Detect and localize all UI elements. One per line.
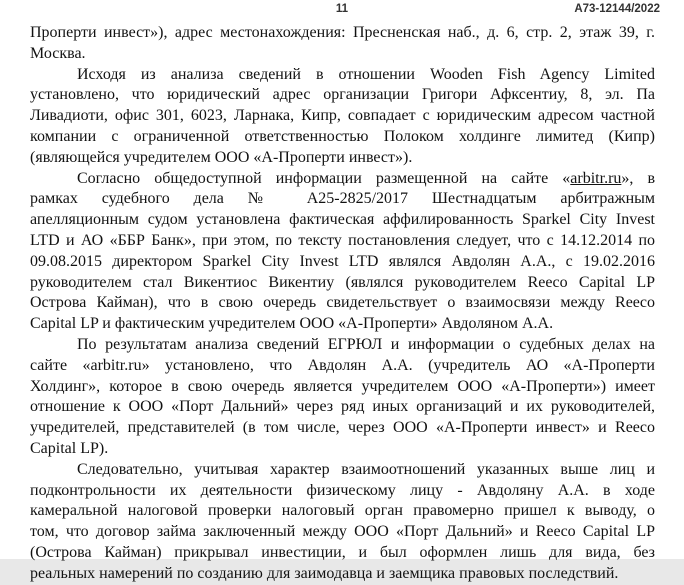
text-line: руководителем стал Викентиос Викентиу (являлся руководителем Reeco Capital LP [30, 273, 655, 291]
text-line: рамках судебного дела № А25-2825/2017 Шестнадцатым арбитражным [30, 190, 655, 208]
text-line: (Острова Кайман) прикрывал инвестиции, и был оформлен лишь для вида, без [30, 543, 655, 561]
text-line: учредителей, представителей (в том числе, через ООО «А-Проперти инвест» и Reeco [30, 419, 655, 437]
page-header [0, 0, 684, 20]
text-line: реальных намерений по созданию для заимодавца и заемщика правовых последствий. [30, 564, 619, 582]
text-line: Capital LP и фактическим учредителем ООО «А-Проперти» Авдоляном А.А. [30, 315, 554, 333]
page-number: 11 [335, 3, 349, 15]
text-line: По результатам анализа сведений ЕГРЮЛ и информации о судебных делах на [77, 335, 655, 353]
text-line: отношение к ООО «Порт Дальний» через ряд иных организаций и их руководителей, [30, 398, 655, 416]
text-line: LTD и АО «ББР Банк», при этом, по тексту постановления следует, что с 14.12.2014 по [30, 231, 655, 249]
text-line: Следовательно, учитывая характер взаимоотношений указанных выше лиц и [77, 460, 655, 478]
text-line: Ливадиоти, офис 301, 6023, Ларнака, Кипр, совпадает с юридическим адресом частной [30, 107, 655, 125]
text-line: Москва. [30, 44, 86, 62]
text-line: установлено, что юридический адрес организации Григори Афксентиу, 8, эл. Па [30, 86, 655, 104]
text-line: Исходя из анализа сведений в отношении Wooden Fish Agency Limited [77, 65, 655, 83]
text-line: (являющейся учредителем ООО «А-Проперти инвест»). [30, 148, 413, 166]
text-line: Острова Кайман), что в свою очередь свидетельствует о взаимосвязи между Reeco [30, 294, 655, 312]
text-line: подконтрольности их деятельности физическому лицу - Авдоляну А.А. в ходе [30, 481, 655, 499]
document-text [30, 23, 655, 585]
text-line: камеральной налоговой проверки налоговый орган правомерно пришел к выводу, о [30, 502, 655, 520]
text-line: апелляционным судом установлена фактическая аффилированность Sparkel City Invest [30, 211, 655, 229]
text-line: сайте «arbitr.ru» установлено, что Авдолян А.А. (учредитель АО «А-Проперти [30, 356, 655, 374]
arbitr-ru-link[interactable]: arbitr.ru [570, 169, 622, 187]
case-number: А73-12144/2022 [574, 3, 660, 15]
text-line: Согласно общедоступной информации размещенной на сайте «arbitr.ru», в [77, 169, 656, 187]
text-line: компании с ограниченной ответственностью Полоком холдинге лимитед (Кипр) [30, 127, 655, 145]
text-line: Capital LP). [30, 439, 109, 457]
text-line: 09.08.2015 директором Sparkel City Invest LTD являлся Авдолян А.А., с 19.02.2016 [30, 252, 655, 270]
text-line: Холдинг», которое в свою очередь является учредителем ООО «А-Проперти») имеет [30, 377, 655, 395]
text-line: том, что договор займа заключенный между ООО «Порт Дальний» и Reeco Capital LP [30, 523, 655, 541]
text-line: Проперти инвест»), адрес местонахождения: Пресненская наб., д. 6, стр. 2, этаж 39, г. [30, 24, 655, 41]
